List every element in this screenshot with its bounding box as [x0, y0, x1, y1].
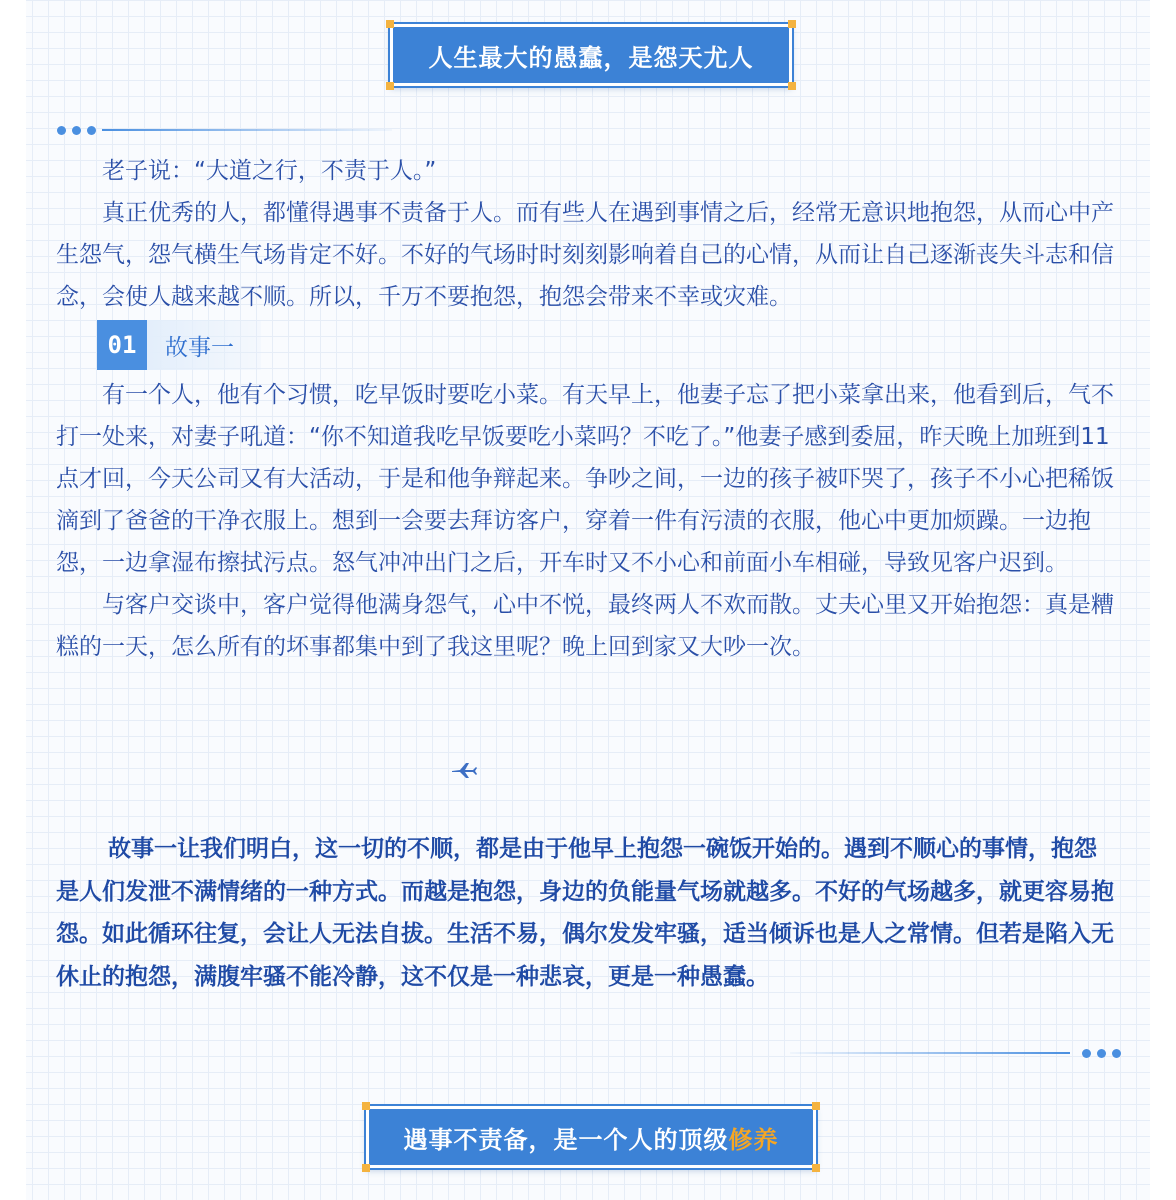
corner-ornament: [812, 1164, 820, 1172]
corner-ornament: [788, 20, 796, 28]
footer-title-accent: 修养: [728, 1125, 779, 1154]
intro-quote: 老子说：“大道之行，不责于人。”: [102, 158, 437, 184]
section-number: 01: [97, 320, 147, 370]
divider-dot: [72, 126, 81, 135]
top-divider: [57, 125, 392, 135]
lesson-block: [56, 828, 1116, 998]
divider-dot: [1097, 1049, 1106, 1058]
section-tag: [97, 320, 261, 370]
story-paragraph-1: 有一个人，他有个习惯，吃早饭时要吃小菜。有天早上，他妻子忘了把小菜拿出来，他看到后，气不打一处来，对妻子吼道：“你不知道我吃早饭要吃小菜吗？不吃了。”他妻子感到委屈，昨天晚上加班到11点才回，今天公司又有大活动，于是和他争辩起来。争吵之间，一边的孩子被吓哭了，孩子不小心把稀饭滴到了爸爸的干净衣服上。想到一会要去拜访客户，穿着一件有污渍的衣服，他心中更加烦躁。一边抱怨，一边拿湿布擦拭污点。怒气冲冲出门之后，开车时又不小心和前面小车相碰，导致见客户迟到。: [56, 382, 1114, 576]
corner-ornament: [362, 1102, 370, 1110]
divider-dot: [1112, 1049, 1121, 1058]
corner-ornament: [362, 1164, 370, 1172]
footer-title: [404, 1120, 779, 1155]
intro-block: [56, 150, 1116, 318]
header-title-box: [390, 24, 792, 86]
header-title: 人生最大的愚蠢，是怨天尤人: [428, 43, 754, 72]
corner-ornament: [386, 20, 394, 28]
footer-title-box: [366, 1106, 816, 1168]
divider-dot: [57, 126, 66, 135]
lesson-paragraph: 故事一让我们明白，这一切的不顺，都是由于他早上抱怨一碗饭开始的。遇到不顺心的事情，抱怨是人们发泄不满情绪的一种方式。而越是抱怨，身边的负能量气场就越多。不好的气场越多，就更容易抱怨。如此循环往复，会让人无法自拔。生活不易，偶尔发发牢骚，适当倾诉也是人之常情。但若是陷入无休止的抱怨，满腹牢骚不能冷静，这不仅是一种悲哀，更是一种愚蠢。: [56, 836, 1114, 990]
section-label: 故事一: [147, 320, 261, 370]
divider-line: [790, 1052, 1070, 1054]
footer-title-main: 遇事不责备，是一个人的顶级: [403, 1125, 729, 1154]
divider-dot: [87, 126, 96, 135]
corner-ornament: [812, 1102, 820, 1110]
bottom-divider: [790, 1048, 1121, 1058]
corner-ornament: [788, 82, 796, 90]
intro-paragraph: 真正优秀的人，都懂得遇事不责备于人。而有些人在遇到事情之后，经常无意识地抱怨，从而心中产生怨气，怨气横生气场肯定不好。不好的气场时时刻刻影响着自己的心情，从而让自己逐渐丧失斗志和信念，会使人越来越不顺。所以，千万不要抱怨，抱怨会带来不幸或灾难。: [56, 200, 1114, 310]
story-paragraph-2: 与客户交谈中，客户觉得他满身怨气，心中不悦，最终两人不欢而散。丈夫心里又开始抱怨：真是糟糕的一天，怎么所有的坏事都集中到了我这里呢？晚上回到家又大吵一次。: [56, 592, 1114, 660]
plane-icon: [450, 760, 478, 780]
story-block: [56, 374, 1116, 668]
corner-ornament: [386, 82, 394, 90]
divider-dot: [1082, 1049, 1091, 1058]
divider-line: [102, 129, 392, 131]
